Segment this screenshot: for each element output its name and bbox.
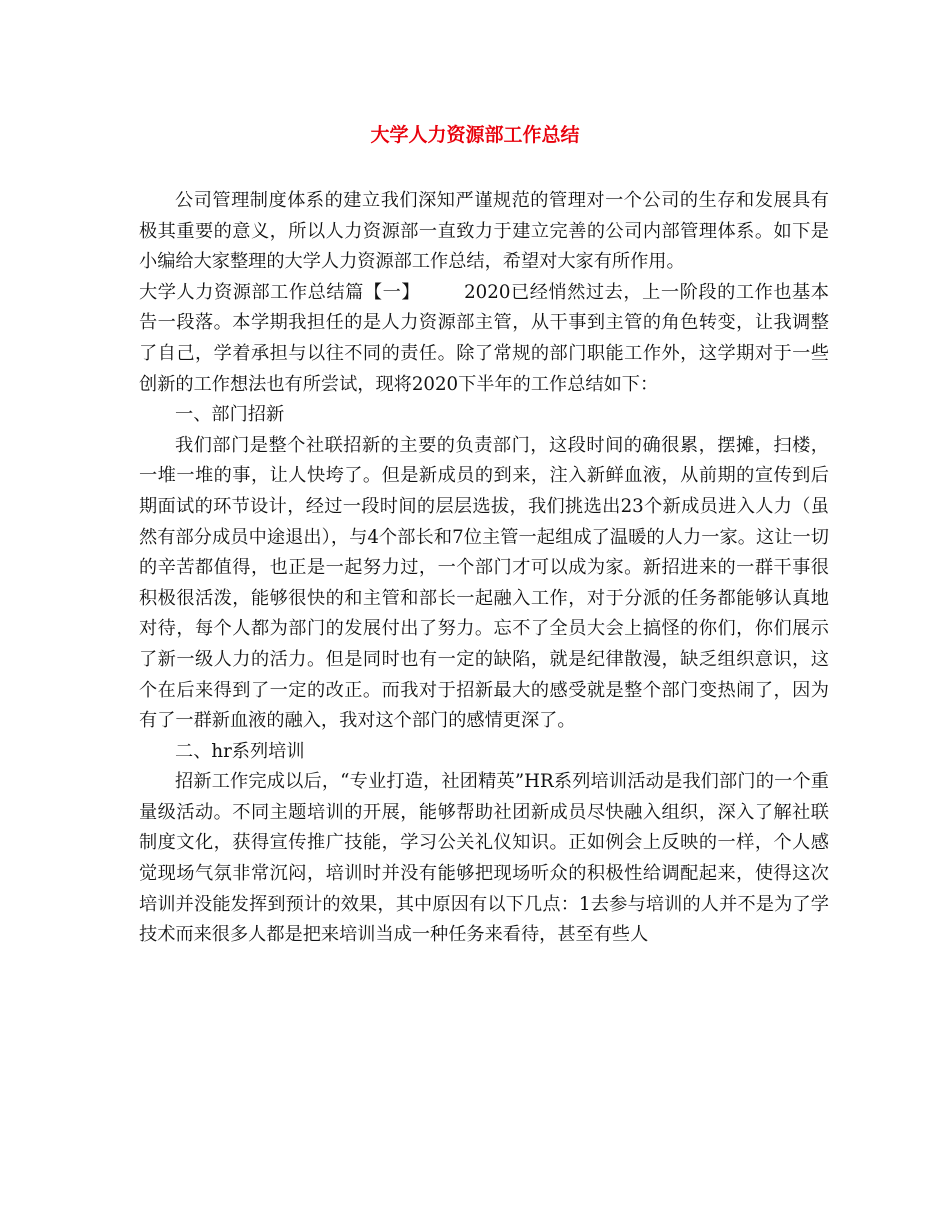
document-body (139, 186, 829, 951)
section-heading: 二、hr系列培训 (175, 740, 305, 762)
part-paragraph (139, 278, 829, 400)
intro-paragraph: 公司管理制度体系的建立我们深知严谨规范的管理对一个公司的生存和发展具有极其重要的意义，所以人力资源部一直致力于建立完善的公司内部管理体系。如下是小编给大家整理的大学人力资源部工作总结，希望对大家有所作用。 (139, 190, 829, 273)
section-paragraph: 招新工作完成以后，“专业打造，社团精英”HR系列培训活动是我们部门的一个重量级活动。不同主题培训的开展，能够帮助社团新成员尽快融入组织，深入了解社联制度文化，获得宣传推广技能，学习公关礼仪知识。正如例会上反映的一样，个人感觉现场气氛非常沉闷，培训时并没有能够把现场听众的积极性给调配起来，使得这次培训并没能发挥到预计的效果，其中原因有以下几点：1去参与培训的人并不是为了学技术而来很多人都是把来培训当成一种任务来看待，甚至有些人 (139, 771, 829, 946)
section-paragraph: 我们部门是整个社联招新的主要的负责部门，这段时间的确很累，摆摊，扫楼，一堆一堆的事，让人快垮了。但是新成员的到来，注入新鲜血液，从前期的宣传到后期面试的环节设计，经过一段时间的层层选拔，我们挑选出23个新成员进入人力（虽然有部分成员中途退出），与4个部长和7位主管一起组成了温暖的人力一家。这让一切的辛苦都值得，也正是一起努力过，一个部门才可以成为家。新招进来的一群干事很积极很活泼，能够很快的和主管和部长一起融入工作，对于分派的任务都能够认真地对待，每个人都为部门的发展付出了努力。忘不了全员大会上搞怪的你们，你们展示了新一级人力的活力。但是同时也有一定的缺陷，就是纪律散漫，缺乏组织意识，这个在后来得到了一定的改正。而我对于招新最大的感受就是整个部门变热闹了，因为有了一群新血液的融入，我对这个部门的感情更深了。 (139, 434, 829, 732)
section-heading: 一、部门招新 (175, 404, 285, 426)
part-opening-text: 2020已经悄然过去，上一阶段的工作也基本告一段落。本学期我担任的是人力资源部主管，从干事到主管的角色转变，让我调整了自己，学着承担与以往不同的责任。除了常规的部门职能工作外，这学期对于一些创新的工作想法也有所尝试，现将2020下半年的工作总结如下： (139, 281, 829, 395)
document-title: 大学人力资源部工作总结 (370, 124, 580, 146)
part-heading: 大学人力资源部工作总结篇【一】 (139, 281, 421, 303)
